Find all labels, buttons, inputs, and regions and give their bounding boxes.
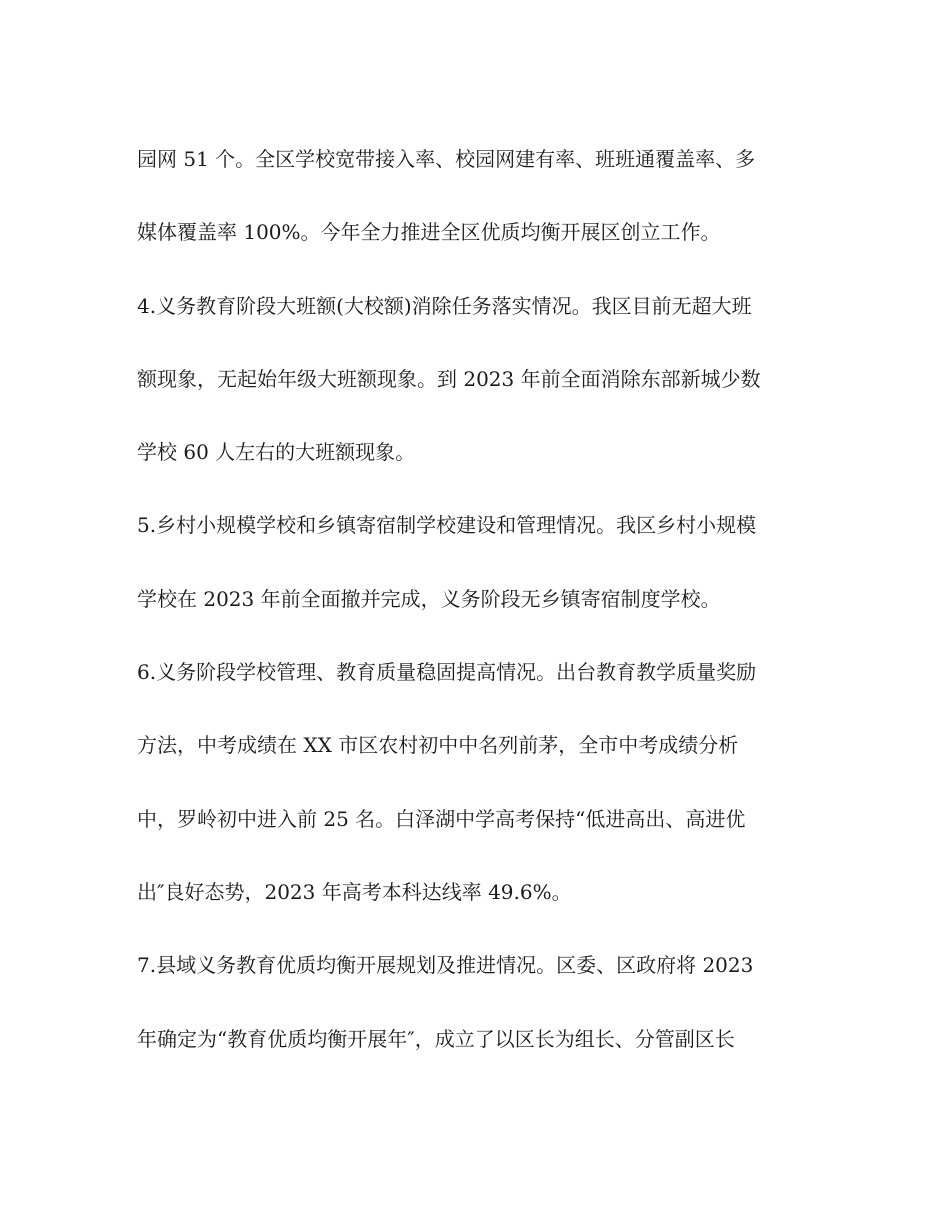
text-line: 6.义务阶段学校管理、教育质量稳固提高情况。出台教育教学质量奖励 [137,660,757,685]
text-line: 媒体覆盖率 100%。今年全力推进全区优质均衡开展区创立工作。 [137,220,721,245]
document-body [137,138,827,1091]
text-line: 7.县域义务教育优质均衡开展规划及推进情况。区委、区政府将 2023 [137,953,754,978]
text-line: 5.乡村小规模学校和乡镇寄宿制学校建设和管理情况。我区乡村小规模 [137,513,757,538]
text-line: 方法，中考成绩在 XX 市区农村初中中名列前茅，全市中考成绩分析 [137,733,739,758]
text-line: 年确定为“教育优质均衡开展年″，成立了以区长为组长、分管副区长 [137,1026,735,1051]
text-line: 出″良好态势，2023 年高考本科达线率 49.6%。 [137,879,572,904]
text-line: 额现象，无起始年级大班额现象。到 2023 年前全面消除东部新城少数 [137,366,761,391]
text-line: 4.义务教育阶段大班额(大校额)消除任务落实情况。我区目前无超大班 [137,293,752,318]
text-line: 中，罗岭初中进入前 25 名。白泽湖中学高考保持“低进高出、高进优 [137,806,746,831]
text-line: 学校在 2023 年前全面撤并完成，义务阶段无乡镇寄宿制度学校。 [137,586,721,611]
text-line: 学校 60 人左右的大班额现象。 [137,440,416,465]
text-line: 园网 51 个。全区学校宽带接入率、校园网建有率、班班通覆盖率、多 [137,147,756,171]
